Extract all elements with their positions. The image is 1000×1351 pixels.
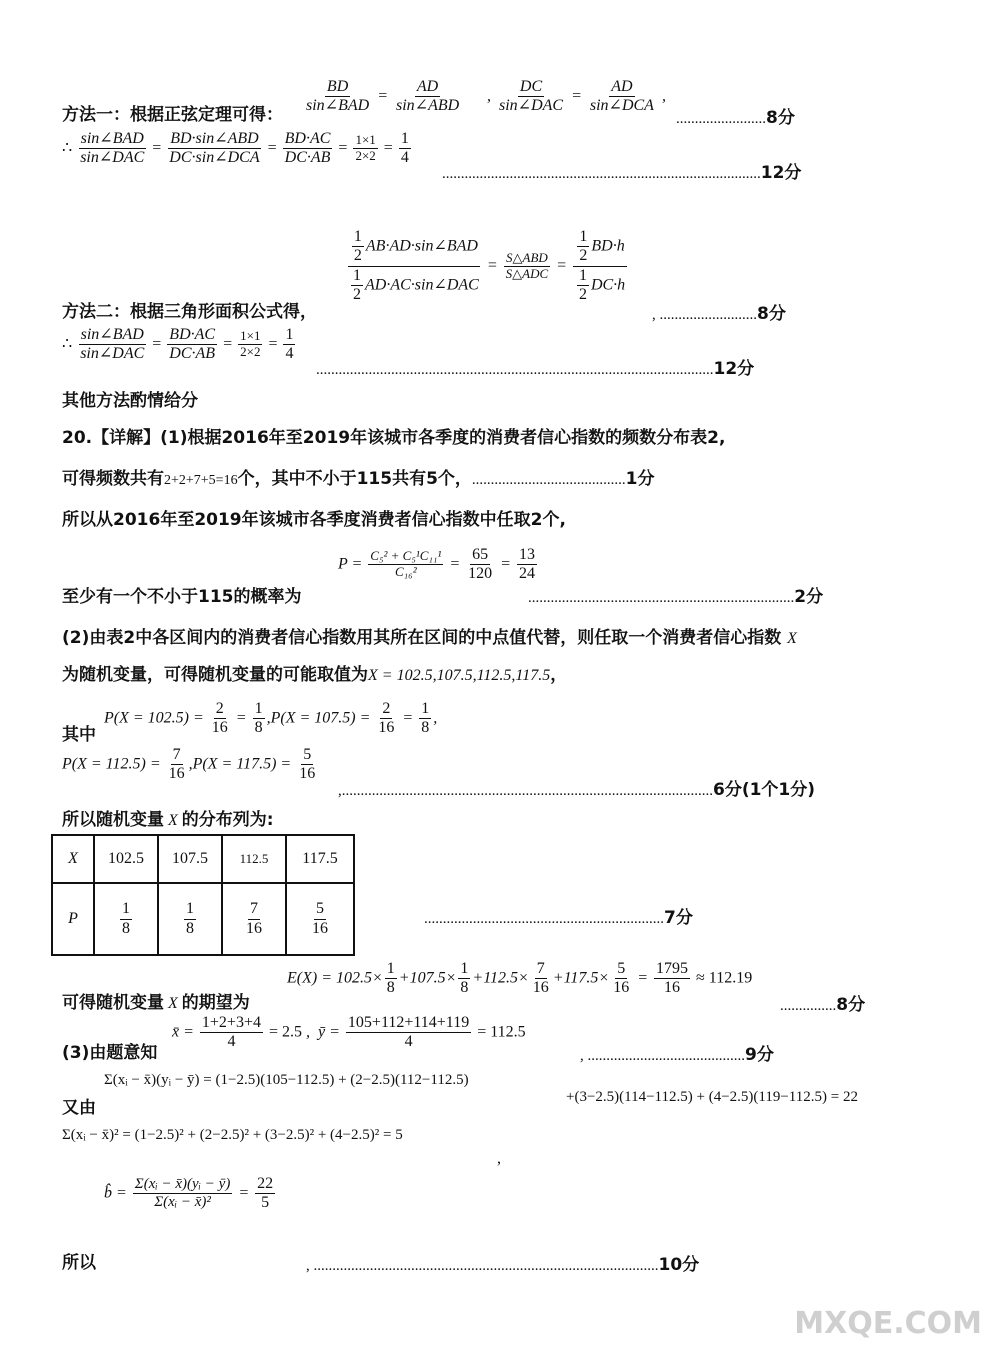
method2-ratio: ∴ $\frac{\text{sin∠BAD}}{\text{sin∠DAC}}$ = $\frac{BD\cdot AC}{DC\cdot AB}$ = $\frac{1\times 1}{2\times 2}$ = $\frac{1}{4}$ xyxy=(62,326,294,363)
q20-expectation-expr: E(X) = 102.5× $\frac{1}{8}$ +107.5× $\frac{1}{8}$ +112.5× $\frac{7}{16}$ +117.5× $\frac{5}{16}$ = $\frac{1795}{16}$ ≈ 112.19 xyxy=(287,960,753,997)
method1-eq2: , $\frac{DC}{\text{sin∠DAC}}$ = $\frac{AD}{\text{sin∠DCA}}$ , xyxy=(487,78,666,115)
table-cell: 112.5 xyxy=(222,835,286,883)
score: 8分 xyxy=(766,108,795,128)
table-cell: 107.5 xyxy=(158,835,222,883)
distribution-table xyxy=(51,834,355,956)
q20-score8-leader: ...............8分 xyxy=(780,995,866,1015)
q20-sum-xx-comma: , xyxy=(497,1150,501,1167)
q20-score7-leader: ................................................................7分 xyxy=(424,908,693,928)
q20-where: 其中 xyxy=(62,725,96,745)
q20-dist-title: 所以随机变量 X 的分布列为: xyxy=(62,810,274,830)
q20-score9-leader: , ..........................................9分 xyxy=(580,1045,774,1065)
method2-label: 方法二：根据三角形面积公式得， xyxy=(62,302,317,322)
method1-eq1: $\frac{BD}{\text{sin∠BAD}}$ = $\frac{AD}{\text{sin∠ABD}}$ xyxy=(306,78,460,115)
table-header-x: X xyxy=(52,835,94,883)
q20-score10-leader: , ............................................................................................10分 xyxy=(306,1255,700,1275)
q20-line2: 可得频数共有2+2+7+5=16个，其中不小于115共有5个，.........................................1分 xyxy=(62,469,655,489)
table-cell: 102.5 xyxy=(94,835,158,883)
q20-so: 所以 xyxy=(62,1253,96,1273)
table-cell: $\frac{1}{8}$ xyxy=(158,883,222,955)
table-header-p: P xyxy=(52,883,94,955)
q20-score2-leader: .......................................................................2分 xyxy=(528,587,824,607)
q20-line1: 20.【详解】(1)根据2016年至2019年该城市各季度的消费者信心指数的频数分布表2, xyxy=(62,428,726,448)
method1-ratio: ∴ $\frac{\text{sin∠BAD}}{\text{sin∠DAC}}$ = $\frac{\text{BD·sin∠ABD}}{\text{DC·sin∠DCA}}$ = $\frac{BD\cdot AC}{DC\cdot AB}$ = $\frac{1\times 1}{2\times 2}$ = $\frac{1}{4}$ xyxy=(62,130,409,167)
q20-p3-p4: P(X = 112.5) = $\frac{7}{16}$ ,P(X = 117.5) = $\frac{5}{16}$ xyxy=(62,746,316,783)
q20-expectation-label: 可得随机变量 X 的期望为 xyxy=(62,993,250,1013)
q20-sum-xy: Σ(xᵢ − x̄)(yᵢ − ȳ) = (1−2.5)(105−112.5) + (2−2.5)(112−112.5) xyxy=(104,1072,469,1088)
q20-sum-xx: Σ(xᵢ − x̄)² = (1−2.5)² + (2−2.5)² + (3−2.5)² + (4−2.5)² = 5 xyxy=(62,1127,403,1143)
q20-also: 又由 xyxy=(62,1098,96,1118)
table-cell: $\frac{5}{16}$ xyxy=(286,883,354,955)
table-cell: $\frac{1}{8}$ xyxy=(94,883,158,955)
q20-line3: 所以从2016年至2019年该城市各季度消费者信心指数中任取2个, xyxy=(62,510,566,530)
score: 12分 xyxy=(713,359,755,379)
q20-means: x̄ = $\frac{1+2+3+4}{4}$ = 2.5 , ȳ = $\frac{105+112+114+119}{4}$ = 112.5 xyxy=(172,1014,526,1051)
score: 12分 xyxy=(760,163,802,183)
table-cell: 117.5 xyxy=(286,835,354,883)
method1-score2-leader: .....................................................................................12分 xyxy=(442,163,802,183)
method2-score1-leader: , ..........................8分 xyxy=(652,304,786,324)
q20-part2-line1: (2)由表2中各区间内的消费者信心指数用其所在区间的中点值代替，则任取一个消费者信心指数 X xyxy=(62,628,797,648)
q20-line4: 至少有一个不小于115的概率为 xyxy=(62,587,302,607)
q20-bhat: b̂ = $\frac{\text{Σ(xᵢ − x̄)(yᵢ − ȳ)}}{\text{Σ(xᵢ − x̄)²}}$ = $\frac{22}{5}$ xyxy=(104,1175,274,1212)
other-methods-note: 其他方法酌情给分 xyxy=(62,391,198,411)
method1-score1-leader: ........................8分 xyxy=(676,108,795,128)
score: 8分 xyxy=(757,304,786,324)
q20-sum-xy-cont: +(3−2.5)(114−112.5) + (4−2.5)(119−112.5) = 22 xyxy=(566,1089,858,1105)
q20-probability-expr: P = $\frac{\text{C₅² + C₅¹C₁₁¹}}{\text{C₁₆²}}$ = $\frac{65}{120}$ = $\frac{13}{24}$ xyxy=(338,546,535,583)
q20-part2-line2: 为随机变量，可得随机变量的可能取值为X = 102.5,107.5,112.5,117.5， xyxy=(62,665,568,685)
method2-area-eq: $\frac{1}{2}$ AB·AD·sin∠BAD $\frac{1}{2}$ AD·AC·sin∠DAC = $\frac{\text{S△ABD}}{\text{S△ADC}}$ = $\frac{1}{2}$ BD·h $\frac{1}{2}$ DC·h xyxy=(345,228,629,305)
watermark-logo: MXQE.COM xyxy=(794,1306,982,1341)
method2-score2-leader: ..........................................................................................................12分 xyxy=(316,359,755,379)
q20-p1-p2: P(X = 102.5) = $\frac{2}{16}$ = $\frac{1}{8}$ ,P(X = 107.5) = $\frac{2}{16}$ = $\frac{1}{8}$ , xyxy=(104,700,438,737)
table-cell: $\frac{7}{16}$ xyxy=(222,883,286,955)
q20-part3-label: (3)由题意知 xyxy=(62,1043,158,1063)
method1-label: 方法一：根据正弦定理可得： xyxy=(62,105,283,125)
q20-score6-leader: ,...................................................................................................6分(1个1分) xyxy=(338,780,816,800)
